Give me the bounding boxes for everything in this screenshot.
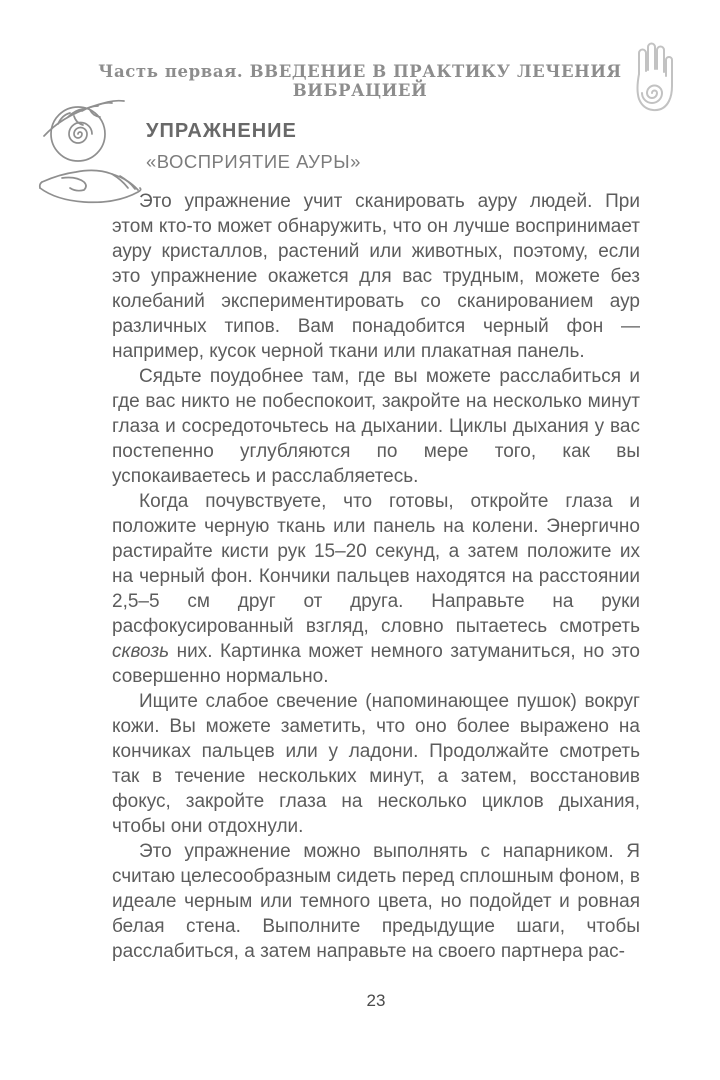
- page-number: 23: [366, 991, 386, 1010]
- running-header: Часть первая. ВВЕДЕНИЕ В ПРАКТИКУ ЛЕЧЕНИЯ ВИБРАЦИЕЙ: [98, 62, 622, 100]
- paragraph-segment: Когда почувствуете, что готовы, откройте глаза и положите черную ткань или панель на колени. Энергично растирайте кисти рук 15–20 секунд, а затем положите их на черный фон. Кончики пальцев находятся на расстоянии 2,5–5 см друг от друга. Направьте на руки расфокусированный взгляд, словно пытаетесь смотреть: [112, 491, 640, 637]
- body-paragraph: Сядьте поудобнее там, где вы можете расслабиться и где вас никто не побеспокоит, закройте на несколько минут глаза и сосредоточьтесь на дыхании. Циклы дыхания у вас постепенно углубляются по мере того, как вы успокаиваетесь и расслабляетесь.: [112, 366, 640, 487]
- exercise-title: УПРАЖНЕНИЕ: [146, 120, 297, 142]
- italic-word: сквозь: [112, 641, 170, 662]
- exercise-subtitle: «ВОСПРИЯТИЕ АУРЫ»: [146, 151, 361, 172]
- body-paragraph: [112, 489, 640, 689]
- body-paragraph: Это упражнение можно выполнять с напарником. Я считаю целесообразным сидеть перед сплошным фоном, в идеале черным или темного цвета, но подойдет и ровная белая стена. Выполните предыдущие шаги, чтобы расслабиться, а затем направьте на своего партнера рас-: [112, 841, 640, 962]
- paragraph-segment: них. Картинка может немного затуманиться, но это совершенно нормально.: [112, 641, 640, 687]
- palm-spiral-icon: [630, 36, 676, 114]
- body-text: [112, 189, 640, 964]
- body-paragraph: Это упражнение учит сканировать ауру людей. При этом кто-то может обнаружить, что он лучше воспринимает ауру кристаллов, растений или животных, поэтому, если это упражнение окажется для вас трудным, можете без колебаний экспериментировать со сканированием аур различных типов. Вам понадобится черный фон — например, кусок черной ткани или плакатная панель.: [112, 191, 640, 362]
- body-paragraph: Ищите слабое свечение (напоминающее пушок) вокруг кожи. Вы можете заметить, что оно более выражено на кончиках пальцев или у ладони. Продолжайте смотреть так в течение нескольких минут, а затем, восстановив фокус, закройте глаза на несколько циклов дыхания, чтобы они отдохнули.: [112, 691, 640, 837]
